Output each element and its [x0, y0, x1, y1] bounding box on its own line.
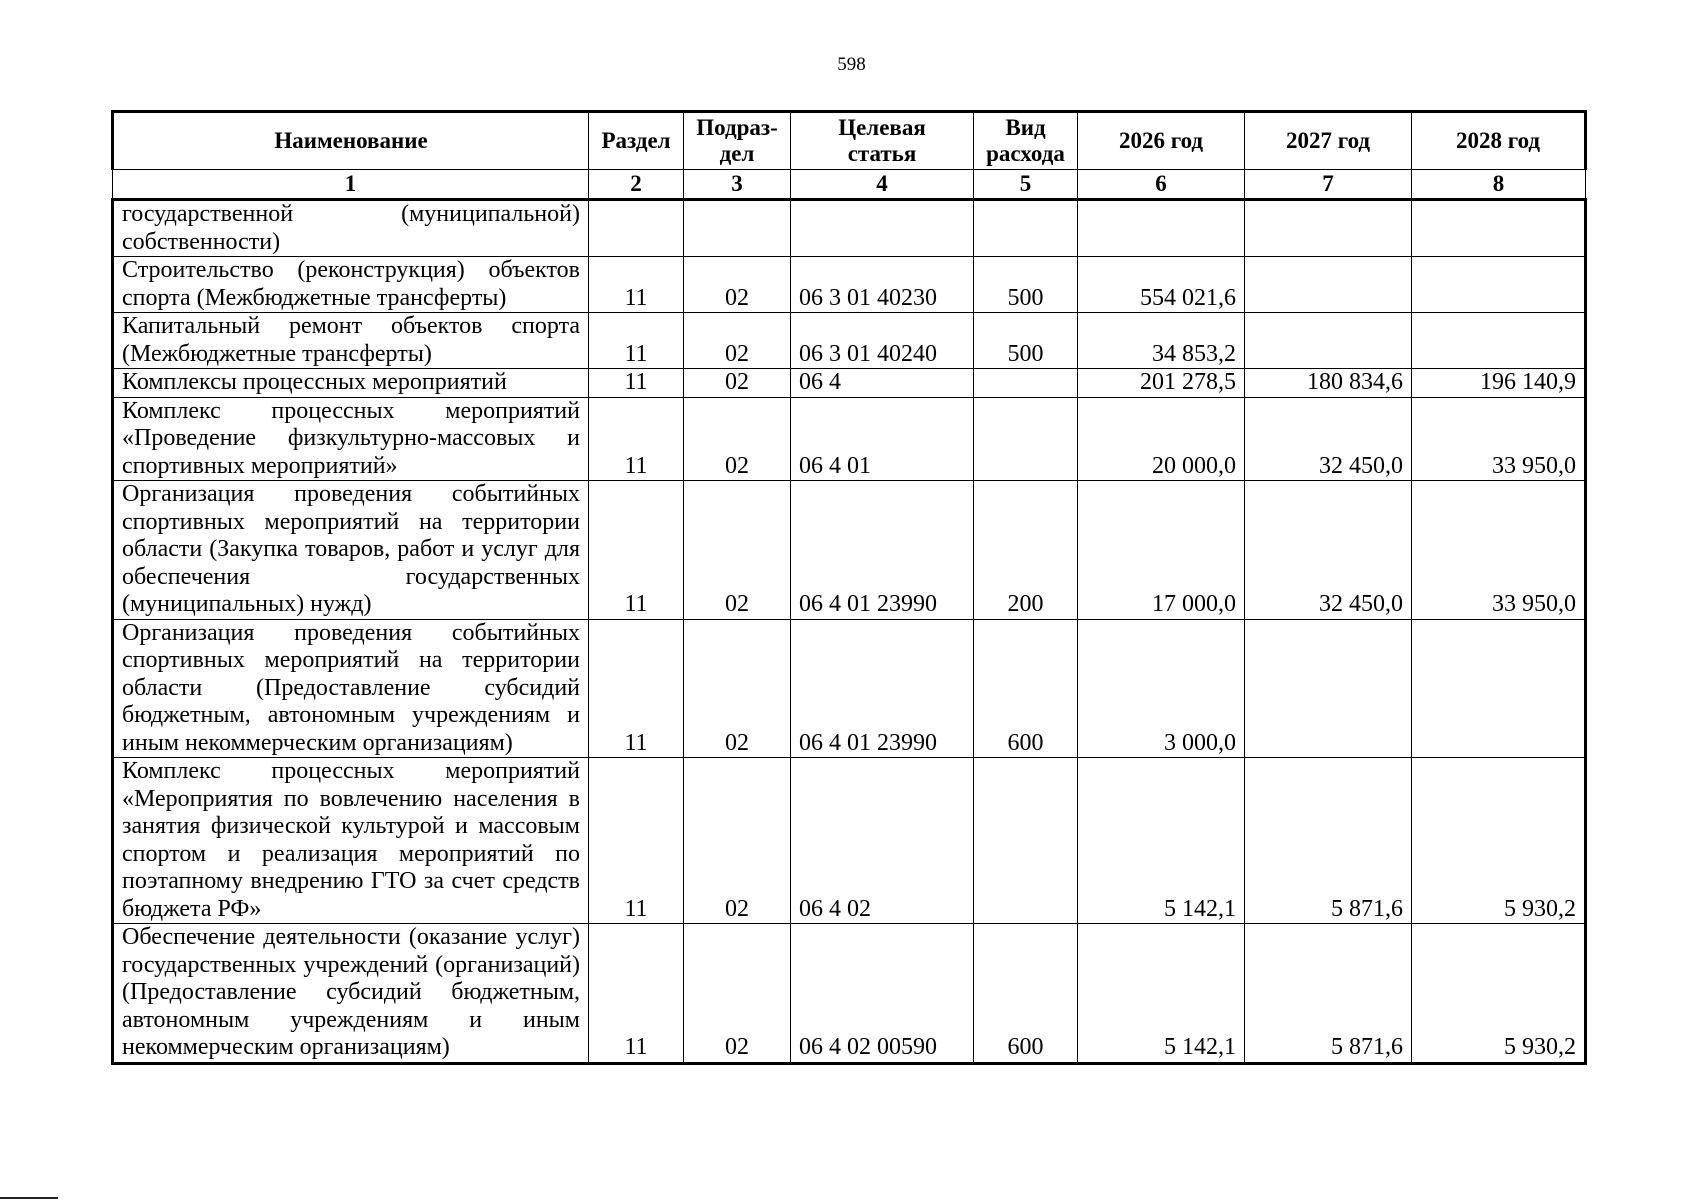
- row-razdel: 11: [589, 758, 684, 924]
- header-vid-rashoda: Вид расхода: [974, 112, 1078, 170]
- row-2027: [1245, 313, 1412, 369]
- row-celevaya-statya: [791, 200, 974, 257]
- row-podrazdel: 02: [684, 481, 791, 620]
- table-row: [113, 397, 1586, 481]
- row-2026: [1078, 200, 1245, 257]
- table-row: [113, 758, 1586, 924]
- row-celevaya-statya: 06 4 02 00590: [791, 924, 974, 1064]
- header-razdel: Раздел: [589, 112, 684, 170]
- row-vid-rashoda: 500: [974, 313, 1078, 369]
- row-vid-rashoda: 600: [974, 619, 1078, 758]
- row-2026: 34 853,2: [1078, 313, 1245, 369]
- row-vid-rashoda: 200: [974, 481, 1078, 620]
- row-vid-rashoda: [974, 397, 1078, 481]
- table-row: [113, 481, 1586, 620]
- row-razdel: 11: [589, 924, 684, 1064]
- row-vid-rashoda: 500: [974, 257, 1078, 313]
- row-name: Комплекс процессных мероприятий «Проведение физкультурно-массовых и спортивных мероприятий»: [113, 397, 589, 481]
- row-2028: [1412, 257, 1586, 313]
- table-row: [113, 619, 1586, 758]
- row-celevaya-statya: 06 4 01 23990: [791, 481, 974, 620]
- row-2028: [1412, 313, 1586, 369]
- row-celevaya-statya: 06 4: [791, 369, 974, 398]
- row-2027: 5 871,6: [1245, 758, 1412, 924]
- row-podrazdel: [684, 200, 791, 257]
- header-2028: 2028 год: [1412, 112, 1586, 170]
- column-number: 7: [1245, 170, 1412, 200]
- row-razdel: 11: [589, 481, 684, 620]
- row-name: Организация проведения событийных спортивных мероприятий на территории области (Закупка товаров, работ и услуг для обеспечения государственных (муниципальных) нужд): [113, 481, 589, 620]
- row-2028: [1412, 200, 1586, 257]
- row-2028: 196 140,9: [1412, 369, 1586, 398]
- row-2026: 5 142,1: [1078, 758, 1245, 924]
- row-name: Комплекс процессных мероприятий «Мероприятия по вовлечению населения в занятия физической культурой и массовым спортом и реализация мероприятий по поэтапному внедрению ГТО за счет средств бюджета РФ»: [113, 758, 589, 924]
- row-2027: 5 871,6: [1245, 924, 1412, 1064]
- row-vid-rashoda: [974, 200, 1078, 257]
- column-number: 1: [113, 170, 589, 200]
- row-razdel: 11: [589, 369, 684, 398]
- header-2027: 2027 год: [1245, 112, 1412, 170]
- row-2026: 3 000,0: [1078, 619, 1245, 758]
- row-2027: 32 450,0: [1245, 397, 1412, 481]
- budget-table: [111, 110, 1587, 1065]
- row-podrazdel: 02: [684, 369, 791, 398]
- row-podrazdel: 02: [684, 397, 791, 481]
- row-name: Комплексы процессных мероприятий: [113, 369, 589, 398]
- row-celevaya-statya: 06 4 02: [791, 758, 974, 924]
- scan-edge-mark: [0, 1197, 58, 1199]
- row-2027: [1245, 257, 1412, 313]
- row-podrazdel: 02: [684, 313, 791, 369]
- table-row: [113, 369, 1586, 398]
- table-row: [113, 924, 1586, 1064]
- header-name: Наименование: [113, 112, 589, 170]
- column-number-row: [113, 170, 1586, 200]
- column-number: 6: [1078, 170, 1245, 200]
- row-celevaya-statya: 06 4 01 23990: [791, 619, 974, 758]
- row-celevaya-statya: 06 4 01: [791, 397, 974, 481]
- row-2026: 554 021,6: [1078, 257, 1245, 313]
- row-razdel: 11: [589, 313, 684, 369]
- table-row: [113, 313, 1586, 369]
- row-razdel: [589, 200, 684, 257]
- table-row: [113, 200, 1586, 257]
- row-celevaya-statya: 06 3 01 40230: [791, 257, 974, 313]
- column-number: 4: [791, 170, 974, 200]
- row-2027: [1245, 619, 1412, 758]
- row-2028: 33 950,0: [1412, 397, 1586, 481]
- table-row: [113, 257, 1586, 313]
- page-number: 598: [837, 54, 866, 75]
- row-podrazdel: 02: [684, 257, 791, 313]
- header-celevaya-statya: Целевая статья: [791, 112, 974, 170]
- column-number: 8: [1412, 170, 1586, 200]
- column-number: 3: [684, 170, 791, 200]
- header-row: [113, 112, 1586, 170]
- header-podrazdel: Подраз- дел: [684, 112, 791, 170]
- column-number: 5: [974, 170, 1078, 200]
- row-2028: [1412, 619, 1586, 758]
- row-2026: 201 278,5: [1078, 369, 1245, 398]
- row-podrazdel: 02: [684, 924, 791, 1064]
- column-number: 2: [589, 170, 684, 200]
- row-2027: 32 450,0: [1245, 481, 1412, 620]
- row-name: государственной (муниципальной) собственности): [113, 200, 589, 257]
- row-2028: 33 950,0: [1412, 481, 1586, 620]
- row-razdel: 11: [589, 257, 684, 313]
- row-vid-rashoda: [974, 369, 1078, 398]
- row-razdel: 11: [589, 619, 684, 758]
- row-2026: 5 142,1: [1078, 924, 1245, 1064]
- row-2027: 180 834,6: [1245, 369, 1412, 398]
- row-2028: 5 930,2: [1412, 924, 1586, 1064]
- row-name: Организация проведения событийных спортивных мероприятий на территории области (Предоставление субсидий бюджетным, автономным учреждениям и иным некоммерческим организациям): [113, 619, 589, 758]
- row-razdel: 11: [589, 397, 684, 481]
- row-2026: 17 000,0: [1078, 481, 1245, 620]
- row-podrazdel: 02: [684, 619, 791, 758]
- row-podrazdel: 02: [684, 758, 791, 924]
- row-2028: 5 930,2: [1412, 758, 1586, 924]
- row-2027: [1245, 200, 1412, 257]
- row-name: Строительство (реконструкция) объектов спорта (Межбюджетные трансферты): [113, 257, 589, 313]
- header-2026: 2026 год: [1078, 112, 1245, 170]
- row-name: Обеспечение деятельности (оказание услуг) государственных учреждений (организаций) (Предоставление субсидий бюджетным, автономным учреждениям и иным некоммерческим организациям): [113, 924, 589, 1064]
- row-2026: 20 000,0: [1078, 397, 1245, 481]
- row-vid-rashoda: [974, 758, 1078, 924]
- row-name: Капитальный ремонт объектов спорта (Межбюджетные трансферты): [113, 313, 589, 369]
- row-celevaya-statya: 06 3 01 40240: [791, 313, 974, 369]
- row-vid-rashoda: 600: [974, 924, 1078, 1064]
